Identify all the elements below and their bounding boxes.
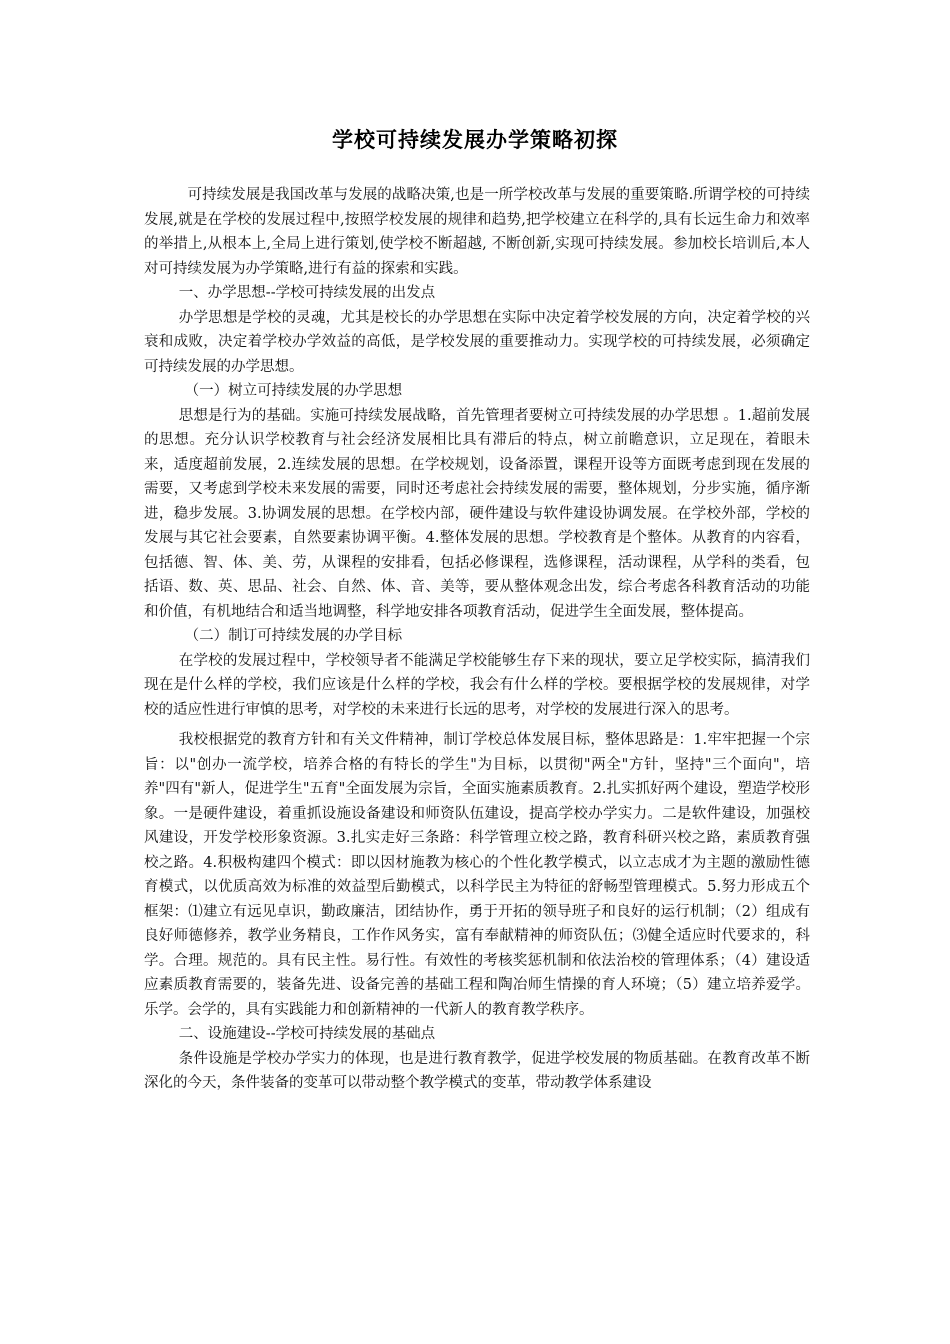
document-title: 学校可持续发展办学策略初探	[332, 128, 618, 152]
body-paragraph: 条件设施是学校办学实力的体现，也是进行教育教学，促进学校发展的物质基础。在教育改革不断深化的今天，条件装备的变革可以带动整个教学模式的变革，带动教学体系建设	[144, 1050, 810, 1091]
body-paragraph: 我校根据党的教育方针和有关文件精神，制订学校总体发展目标，整体思路是：1.牢牢把握一个宗旨：以"创办一流学校，培养合格的有特长的学生"为目标，以贯彻"两全"方针，坚持"三个面向"，培养"四有"新人，促进学生"五育"全面发展为宗旨，全面实施素质教育。2.扎实抓好两个建设，塑造学校形象。一是硬件建设，着重抓设施设备建设和师资队伍建设，提高学校办学实力。二是软件建设，加强校风建设，开发学校形象资源。3.扎实走好三条路：科学管理立校之路，教育科研兴校之路，素质教育强校之路。4.积极构建四个模式：即以因材施教为核心的个性化教学模式，以立志成才为主题的激励性德育模式，以优质高效为标准的效益型后勤模式，以科学民主为特征的舒畅型管理模式。5.努力形成五个框架：⑴建立有远见卓识，勤政廉洁，团结协作，勇于开拓的领导班子和良好的运行机制；（2）组成有良好师德修养，教学业务精良，工作作风务实，富有奉献精神的师资队伍；⑶健全适应时代要求的，科学。合理。规范的。具有民主性。易行性。有效性的考核奖惩机制和依法治校的管理体系；（4）建设适应素质教育需要的，装备先进、设备完善的基础工程和陶冶师生情操的育人环境；（5）建立培养爱学。乐学。会学的，具有实践能力和创新精神的一代新人的教育教学秩序。	[144, 732, 810, 1018]
intro-paragraph: 可持续发展是我国改革与发展的战略决策,也是一所学校改革与发展的重要策略.所谓学校的可持续发展,就是在学校的发展过程中,按照学校发展的规律和趋势,把学校建立在科学的,具有长远生命力和效率的举措上,从根本上,全局上进行策划,使学校不断超越, 不断创新,实现可持续发展。参加校长培训后,本人对可持续发展为办学策略,进行有益的探索和实践。	[144, 187, 810, 277]
section-heading-1: 一、办学思想--学校可持续发展的出发点	[178, 285, 436, 301]
body-paragraph: 在学校的发展过程中，学校领导者不能满足学校能够生存下来的现状，要立足学校实际，搞清我们现在是什么样的学校，我们应该是什么样的学校，我会有什么样的学校。要根据学校的发展规律，对学校的适应性进行审慎的思考，对学校的未来进行长远的思考，对学校的发展进行深入的思考。	[144, 652, 810, 718]
body-paragraph: 办学思想是学校的灵魂，尤其是校长的办学思想在实际中决定着学校发展的方向，决定着学校的兴衰和成败，决定着学校办学效益的高低，是学校发展的重要推动力。实现学校的可持续发展，必须确定可持续发展的办学思想。	[144, 309, 810, 375]
subsection-heading-2: （二）制订可持续发展的办学目标	[184, 628, 403, 644]
document-body	[144, 183, 810, 1096]
section-heading-2: 二、设施建设--学校可持续发展的基础点	[178, 1026, 436, 1042]
body-paragraph: 思想是行为的基础。实施可持续发展战略，首先管理者要树立可持续发展的办学思想 。1.超前发展的思想。充分认识学校教育与社会经济发展相比具有滞后的特点，树立前瞻意识，立足现在，着眼未来，适度超前发展，2.连续发展的思想。在学校规划，设备添置，课程开设等方面既考虑到现在发展的需要，又考虑到学校未来发展的需要，同时还考虑社会持续发展的需要，整体规划，分步实施，循序渐进，稳步发展。3.协调发展的思想。在学校内部，硬件建设与软件建设协调发展。在学校外部，学校的发展与其它社会要素，自然要素协调平衡。4.整体发展的思想。学校教育是个整体。从教育的内容看，包括德、智、体、美、劳，从课程的安排看，包括必修课程，选修课程，活动课程，从学科的类看，包括语、数、英、思品、社会、自然、体、音、美等，要从整体观念出发，综合考虑各科教育活动的功能和价值，有机地结合和适当地调整，科学地安排各项教育活动，促进学生全面发展，整体提高。	[144, 407, 810, 620]
subsection-heading-1: （一）树立可持续发展的办学思想	[184, 383, 403, 399]
